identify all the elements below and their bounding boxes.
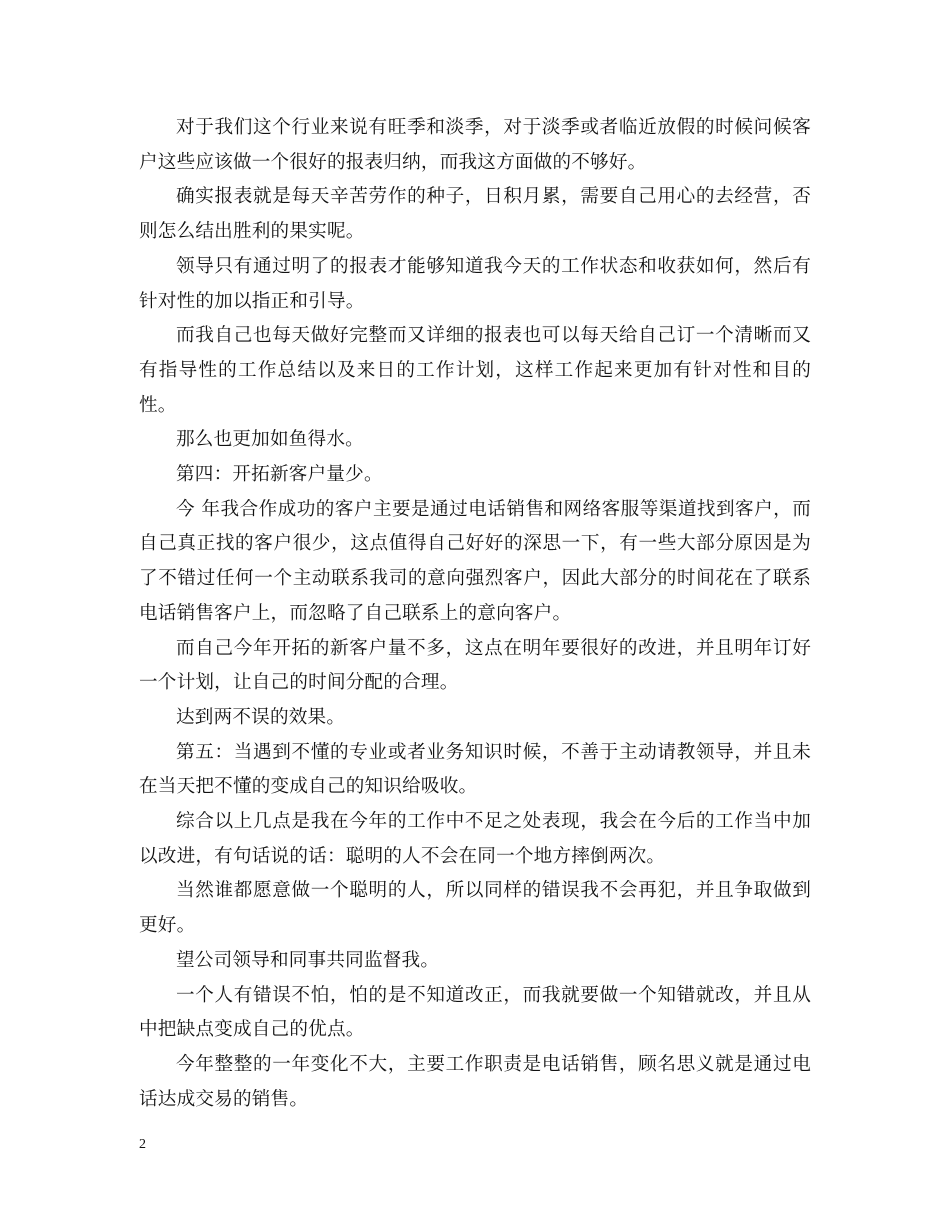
paragraph-8: 而自己今年开拓的新客户量不多，这点在明年要很好的改进，并且明年订好一个计划，让自己的时间分配的合理。 — [139, 637, 811, 694]
paragraph-7: 今 年我合作成功的客户主要是通过电话销售和网络客服等渠道找到客户，而自己真正找的客户很少，这点值得自己好好的深思一下，有一些大部分原因是为了不错过任何一个主动联系我司的意向强烈客户，因此大部分的时间花在了联系电话销售客户上，而忽略了自己联系上的意向客户。 — [139, 498, 811, 624]
paragraph-13: 望公司领导和同事共同监督我。 — [176, 949, 440, 971]
paragraph-4: 而我自己也每天做好完整而又详细的报表也可以每天给自己订一个清晰而又有指导性的工作总结以及来日的工作计划，这样工作起来更加有针对性和目的性。 — [139, 325, 811, 416]
paragraph-2: 确实报表就是每天辛苦劳作的种子，日积月累，需要自己用心的去经营，否则怎么结出胜利的果实呢。 — [139, 186, 811, 243]
paragraph-10-heading: 第五：当遇到不懂的专业或者业务知识时候，不善于主动请教领导，并且未在当天把不懂的变成自己的知识给吸收。 — [139, 741, 811, 798]
paragraph-9: 达到两不误的效果。 — [176, 706, 346, 728]
paragraph-12: 当然谁都愿意做一个聪明的人，所以同样的错误我不会再犯，并且争取做到更好。 — [139, 880, 811, 937]
paragraph-15: 今年整整的一年变化不大，主要工作职责是电话销售，顾名思义就是通过电话达成交易的销售。 — [139, 1053, 811, 1110]
paragraph-3: 领导只有通过明了的报表才能够知道我今天的工作状态和收获如何，然后有针对性的加以指正和引导。 — [139, 255, 811, 312]
paragraph-1: 对于我们这个行业来说有旺季和淡季，对于淡季或者临近放假的时候问候客户这些应该做一个很好的报表归纳，而我这方面做的不够好。 — [139, 117, 811, 173]
page-number: 2 — [139, 1137, 146, 1152]
paragraph-14: 一个人有错误不怕，怕的是不知道改正，而我就要做一个知错就改，并且从中把缺点变成自己的优点。 — [139, 984, 811, 1041]
document-body — [139, 111, 811, 1117]
paragraph-6-heading: 第四：开拓新客户量少。 — [176, 464, 383, 486]
paragraph-11: 综合以上几点是我在今年的工作中不足之处表现，我会在今后的工作当中加以改进，有句话说的话：聪明的人不会在同一个地方摔倒两次。 — [139, 811, 811, 867]
paragraph-5: 那么也更加如鱼得水。 — [176, 429, 364, 451]
